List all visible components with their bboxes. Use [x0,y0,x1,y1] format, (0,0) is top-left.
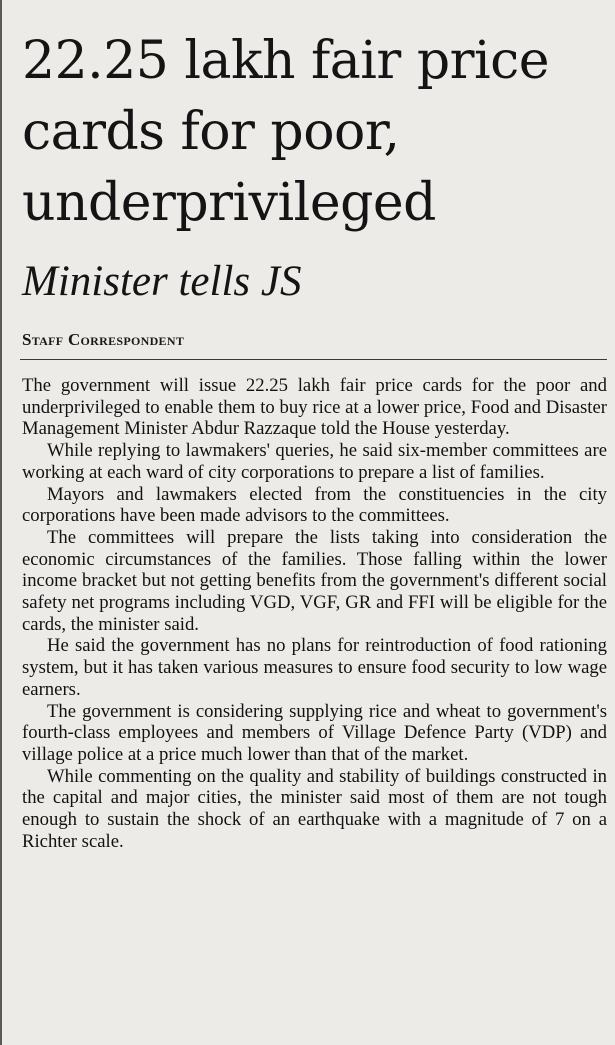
article-body [22,375,607,852]
paragraph: The committees will prepare the lists taking into consideration the economic circumstances of the families. Those falling within the lower income bracket but not getting benefits from the government's different social safety net programs including VGD, VGF, GR and FFI will be eligible for the cards, the minister said. [22,526,607,635]
headline: 22.25 lakh fair price cards for poor, underprivileged [22,31,549,233]
paragraph: He said the government has no plans for reintroduction of food rationing system, but it has taken various measures to ensure food security to low wage earners. [22,635,607,700]
paragraph: The government is considering supplying rice and wheat to government's fourth-class employees and members of Village Defence Party (VDP) and village police at a price much lower than that of the market. [22,700,607,765]
paragraph: While commenting on the quality and stability of buildings constructed in the capital and major cities, the minister said most of them are not tough enough to sustain the shock of an earthquake with a magnitude of 7 on a Richter scale. [22,765,607,852]
byline: Staff Correspondent [22,330,185,349]
subheadline: Minister tells JS [22,258,302,305]
paragraph: The government will issue 22.25 lakh fair price cards for the poor and underprivileged to enable them to buy rice at a lower price, Food and Disaster Management Minister Abdur Razzaque told the House yesterday. [22,375,607,440]
byline-divider [20,359,607,360]
paragraph: Mayors and lawmakers elected from the constituencies in the city corporations have been made advisors to the committees. [22,483,607,527]
paragraph: While replying to lawmakers' queries, he said six-member committees are working at each ward of city corporations to prepare a list of families. [22,440,607,483]
